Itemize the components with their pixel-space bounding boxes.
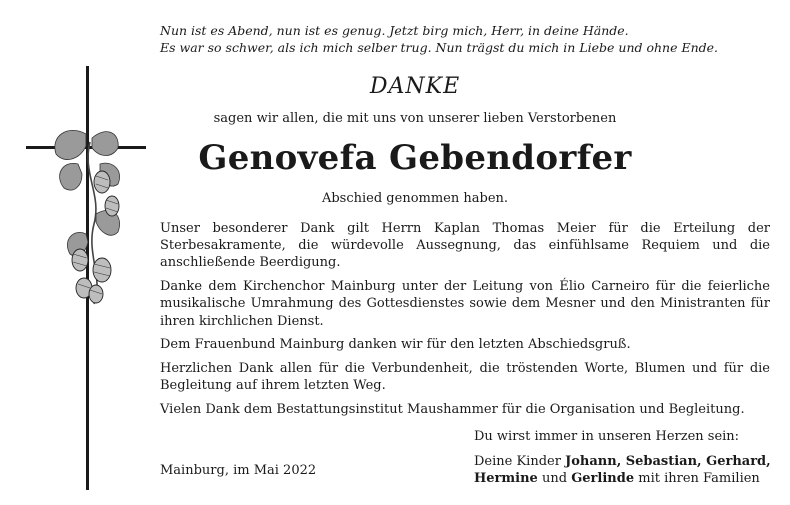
thanks-paragraph: Vielen Dank dem Bestattungsinstitut Maushammer für die Organisation und Begleitung. — [160, 401, 745, 417]
thanks-paragraph: Danke dem Kirchenchor Mainburg unter der Leitung von Élio Carneiro für die feierliche musikalische Umrahmung des Gottesdienstes sowie dem Mesner und den Ministranten für ihren kirchlichen Dienst. — [160, 279, 770, 329]
signers-tail: mit ihren Familien — [638, 471, 760, 486]
signer-gerlinde: Gerlinde — [571, 471, 635, 486]
closing-line: Du wirst immer in unseren Herzen sein: — [474, 429, 740, 444]
cross-with-hop-vine-icon — [20, 64, 150, 494]
signer-hermine: Hermine — [474, 471, 538, 486]
signers-names: Johann, Sebastian, Gerhard, — [565, 454, 771, 469]
abschied-line: Abschied genommen haben. — [321, 191, 509, 206]
signers-und: und — [541, 471, 568, 486]
closing-signature — [474, 428, 774, 487]
danke-heading: DANKE — [369, 74, 461, 99]
thanks-paragraph: Unser besonderer Dank gilt Herrn Kaplan Thomas Meier für die Erteilung der Sterbesakramente, die würdevolle Aussegnung, das einfühlsame Requiem und die anschließende Beerdigung. — [160, 221, 770, 271]
motto-verse — [160, 22, 770, 56]
motto-line-2: Es war so schwer, als ich mich selber trug. Nun trägst du mich in Liebe und ohne Ende. — [160, 40, 719, 55]
thanks-paragraph: Dem Frauenbund Mainburg danken wir für den letzten Abschiedsgruß. — [160, 337, 631, 353]
thanks-body — [160, 220, 770, 425]
place-date: Mainburg, im Mai 2022 — [160, 463, 317, 478]
intro-line: sagen wir allen, die mit uns von unserer lieben Verstorbenen — [213, 111, 617, 126]
signers-line-1 — [474, 453, 774, 470]
signers-intro: Deine Kinder — [474, 454, 561, 469]
deceased-name: Genovefa Gebendorfer — [198, 138, 632, 178]
motto-line-1: Nun ist es Abend, nun ist es genug. Jetzt birg mich, Herr, in deine Hände. — [160, 23, 629, 38]
thanks-paragraph: Herzlichen Dank allen für die Verbundenheit, die tröstenden Worte, Blumen und für die Begleitung auf ihrem letzten Weg. — [160, 360, 770, 394]
signers-line-2 — [474, 470, 774, 487]
